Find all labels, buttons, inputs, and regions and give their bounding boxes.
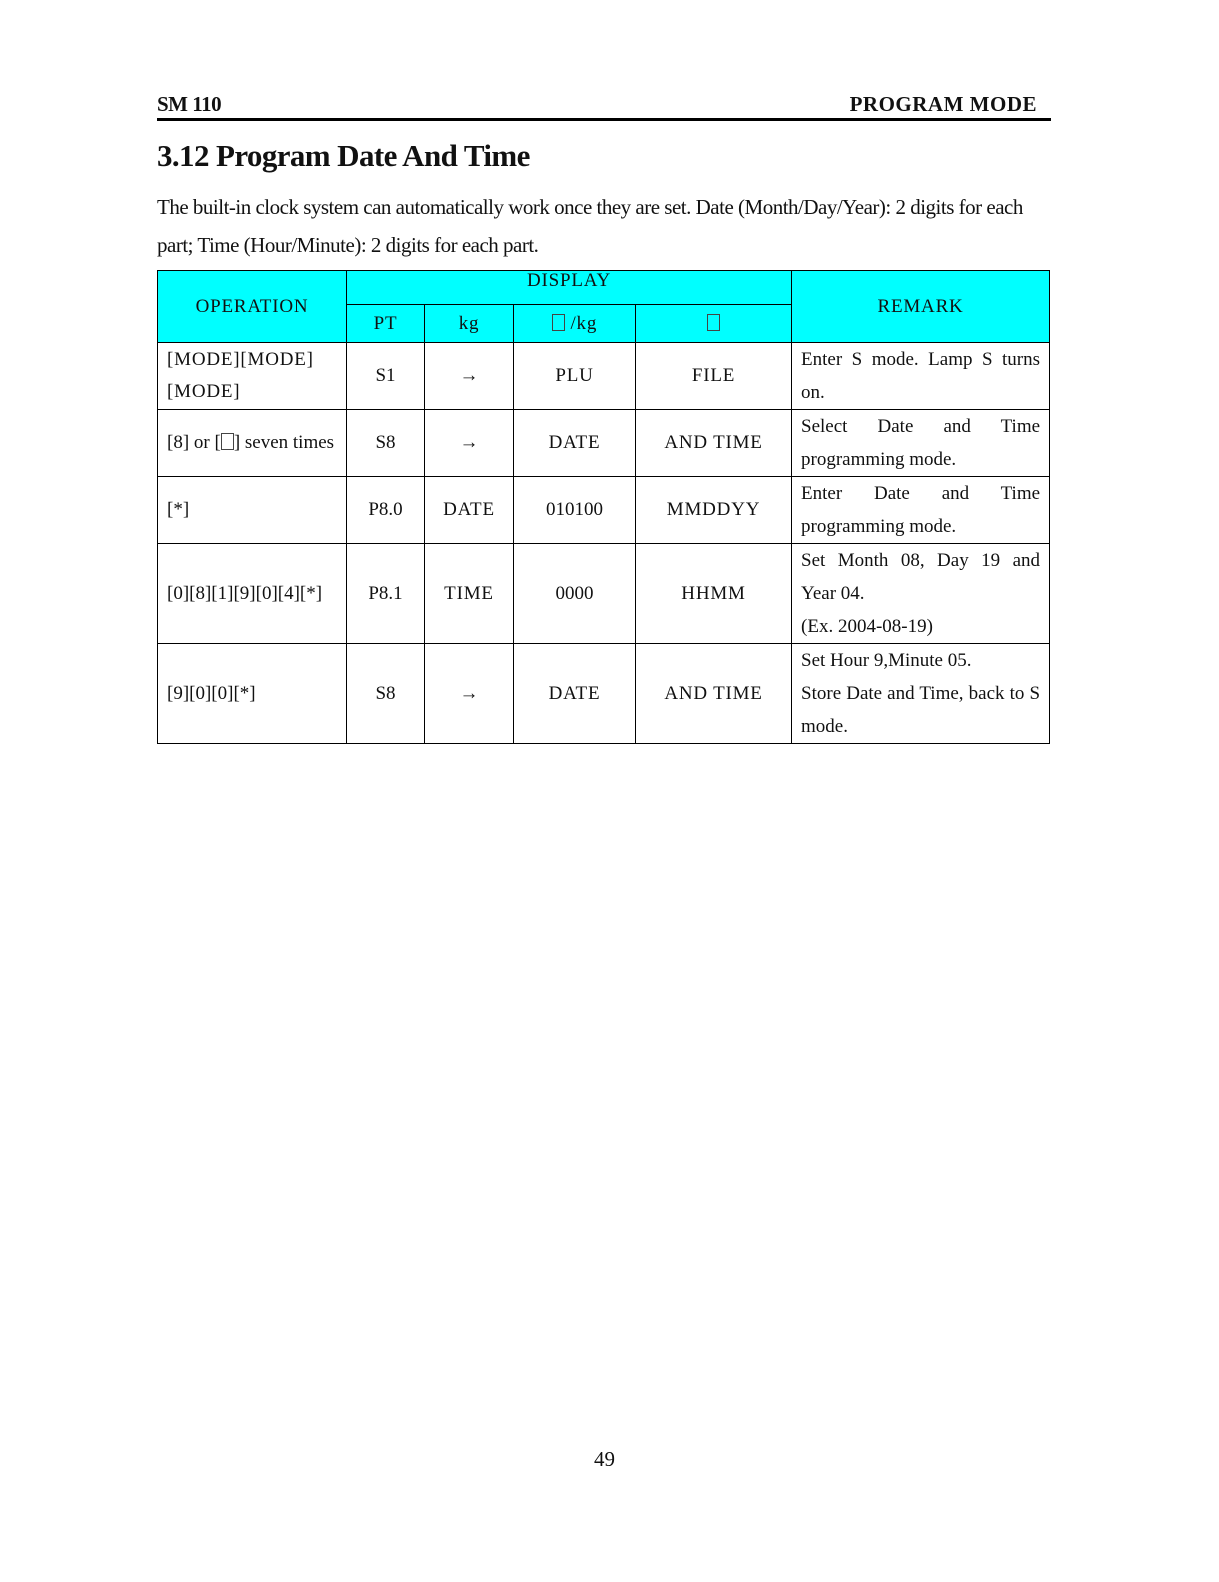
page-header <box>157 90 1051 121</box>
pt-header: PT <box>347 305 425 343</box>
pt-cell: S8 <box>347 644 425 744</box>
table-row <box>158 477 1050 544</box>
total-cell: MMDDYY <box>636 477 792 544</box>
remark-header: REMARK <box>792 271 1050 343</box>
header-model: SM 110 <box>157 92 222 116</box>
remark-cell: Enter S mode. Lamp S turns on. <box>792 343 1050 410</box>
total-cell: AND TIME <box>636 410 792 477</box>
pt-cell: P8.0 <box>347 477 425 544</box>
table-row <box>158 544 1050 644</box>
missing-glyph-icon <box>552 314 565 331</box>
operation-text: ] seven times <box>233 432 335 453</box>
price-cell: 010100 <box>514 477 636 544</box>
missing-glyph-icon <box>707 314 720 331</box>
remark-cell: Enter Date and Time programming mode. <box>792 477 1050 544</box>
price-cell: DATE <box>514 644 636 744</box>
operation-cell <box>158 410 347 477</box>
program-date-time-table <box>157 270 1050 744</box>
total-cell: HHMM <box>636 544 792 644</box>
table-header-row <box>158 271 1050 305</box>
operation-cell: [*] <box>158 477 347 544</box>
remark-cell: Select Date and Time programming mode. <box>792 410 1050 477</box>
intro-paragraph: The built-in clock system can automatically work once they are set. Date (Month/Day/Year): 2 digits for each part; Time (Hour/Minute): 2 digits for each part. <box>157 195 1023 257</box>
remark-text: Set Hour 9,Minute 05. <box>801 650 972 671</box>
kg-cell: → <box>425 343 514 410</box>
price-cell: DATE <box>514 410 636 477</box>
operation-cell: [9][0][0][*] <box>158 644 347 744</box>
price-per-kg-header <box>514 305 636 343</box>
kg-header: kg <box>425 305 514 343</box>
remark-cell <box>792 544 1050 644</box>
kg-cell: → <box>425 644 514 744</box>
operation-cell: [0][8][1][9][0][4][*] <box>158 544 347 644</box>
pt-cell: S8 <box>347 410 425 477</box>
remark-example: (Ex. 2004-08-19) <box>801 616 933 637</box>
table-row <box>158 410 1050 477</box>
kg-cell: → <box>425 410 514 477</box>
kg-cell: TIME <box>425 544 514 644</box>
total-header <box>636 305 792 343</box>
total-cell: FILE <box>636 343 792 410</box>
pt-cell: P8.1 <box>347 544 425 644</box>
page-number: 49 <box>594 1447 615 1471</box>
price-cell: 0000 <box>514 544 636 644</box>
price-per-kg-suffix: /kg <box>570 312 598 334</box>
display-header: DISPLAY <box>347 271 792 305</box>
operation-header: OPERATION <box>158 271 347 343</box>
pt-cell: S1 <box>347 343 425 410</box>
total-cell: AND TIME <box>636 644 792 744</box>
remark-extra: Store Date and Time, back to S mode. <box>801 683 1041 737</box>
kg-cell: DATE <box>425 477 514 544</box>
table-row <box>158 644 1050 744</box>
missing-glyph-icon <box>221 433 234 450</box>
section-title: 3.12 Program Date And Time <box>157 138 530 173</box>
remark-text: Set Month 08, Day 19 and Year 04. <box>801 550 1041 604</box>
header-section: PROGRAM MODE <box>849 92 1037 116</box>
table-row <box>158 343 1050 410</box>
remark-cell <box>792 644 1050 744</box>
operation-cell: [MODE][MODE][MODE] <box>158 343 347 410</box>
price-cell: PLU <box>514 343 636 410</box>
operation-text: [8] or [ <box>167 432 221 453</box>
